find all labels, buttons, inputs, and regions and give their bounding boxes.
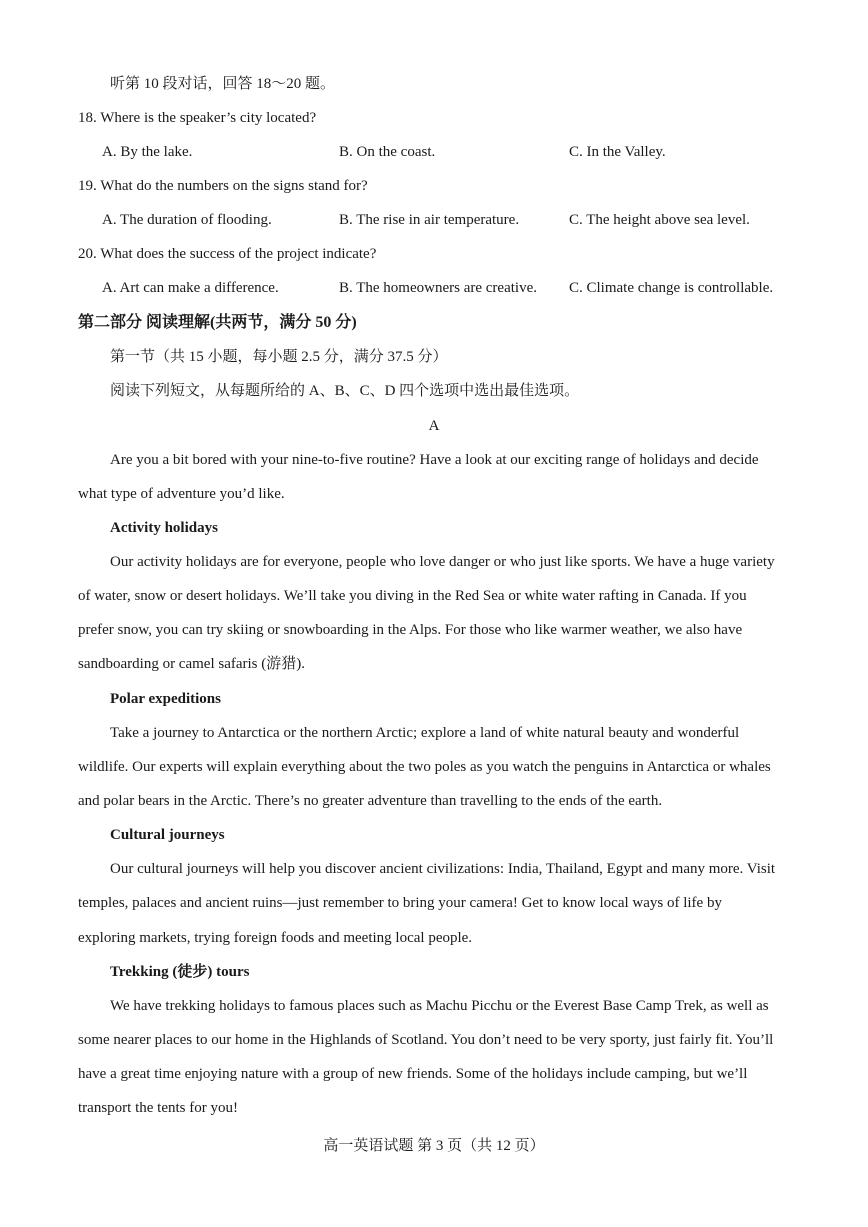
question-20-option-c: C. Climate change is controllable. — [569, 280, 774, 296]
paragraph-line: exploring markets, trying foreign foods and meeting local people. — [78, 930, 473, 946]
section-heading-cultural-journeys: Cultural journeys — [110, 827, 225, 843]
section-heading-trekking-tours: Trekking (徒步) tours — [110, 964, 250, 980]
paragraph-line: have a great time enjoying nature with a group of new friends. Some of the holidays include camping, but we’ll — [78, 1066, 748, 1082]
paragraph-line: We have trekking holidays to famous places such as Machu Picchu or the Everest Base Camp Trek, as well as — [110, 998, 769, 1014]
passage-label: A — [428, 418, 440, 434]
paragraph-line: transport the tents for you! — [78, 1100, 238, 1116]
paragraph-line: and polar bears in the Arctic. There’s no greater adventure than travelling to the ends of the earth. — [78, 793, 663, 809]
paragraph-line: prefer snow, you can try skiing or snowboarding in the Alps. For those who like warmer weather, we also have — [78, 622, 743, 638]
question-18-option-c: C. In the Valley. — [569, 144, 666, 160]
paragraph-line: Our cultural journeys will help you discover ancient civilizations: India, Thailand, Egypt and many more. Visit — [110, 861, 776, 877]
section-title: 第一节（共 15 小题，每小题 2.5 分，满分 37.5 分） — [110, 349, 448, 365]
question-20-option-b: B. The homeowners are creative. — [339, 280, 537, 296]
listening-instruction: 听第 10 段对话，回答 18～20 题。 — [110, 76, 336, 92]
paragraph-line: of water, snow or desert holidays. We’ll take you diving in the Red Sea or white water rafting in Canada. If you — [78, 588, 747, 604]
paragraph-line: some nearer places to our home in the Highlands of Scotland. You don’t need to be very sporty, just fairly fit. You’ll — [78, 1032, 774, 1048]
question-18-option-a: A. By the lake. — [102, 144, 193, 160]
question-19-stem: 19. What do the numbers on the signs stand for? — [78, 178, 368, 194]
page-footer: 高一英语试题 第 3 页（共 12 页） — [323, 1138, 545, 1154]
question-20-stem: 20. What does the success of the project indicate? — [78, 246, 377, 262]
paragraph-line: Take a journey to Antarctica or the northern Arctic; explore a land of white natural beauty and wonderful — [110, 725, 740, 741]
part-title: 第二部分 阅读理解(共两节，满分 50 分) — [78, 314, 357, 331]
question-18-stem: 18. Where is the speaker’s city located? — [78, 110, 317, 126]
paragraph-line: Our activity holidays are for everyone, people who love danger or who just like sports. We have a huge variety — [110, 554, 775, 570]
paragraph-line: wildlife. Our experts will explain everything about the two poles as you watch the penguins in Antarctica or whales — [78, 759, 771, 775]
question-20-option-a: A. Art can make a difference. — [102, 280, 279, 296]
question-18-option-b: B. On the coast. — [339, 144, 436, 160]
section-heading-polar-expeditions: Polar expeditions — [110, 691, 221, 707]
section-heading-activity-holidays: Activity holidays — [110, 520, 218, 536]
intro-line: what type of adventure you’d like. — [78, 486, 285, 502]
paragraph-line: sandboarding or camel safaris (游猎). — [78, 656, 306, 672]
reading-instruction: 阅读下列短文，从每题所给的 A、B、C、D 四个选项中选出最佳选项。 — [110, 383, 580, 399]
question-19-option-c: C. The height above sea level. — [569, 212, 750, 228]
paragraph-line: temples, palaces and ancient ruins—just remember to bring your camera! Get to know local ways of life by — [78, 895, 722, 911]
question-19-option-b: B. The rise in air temperature. — [339, 212, 520, 228]
question-19-option-a: A. The duration of flooding. — [102, 212, 272, 228]
intro-line: Are you a bit bored with your nine-to-five routine? Have a look at our exciting range of holidays and decide — [110, 452, 759, 468]
